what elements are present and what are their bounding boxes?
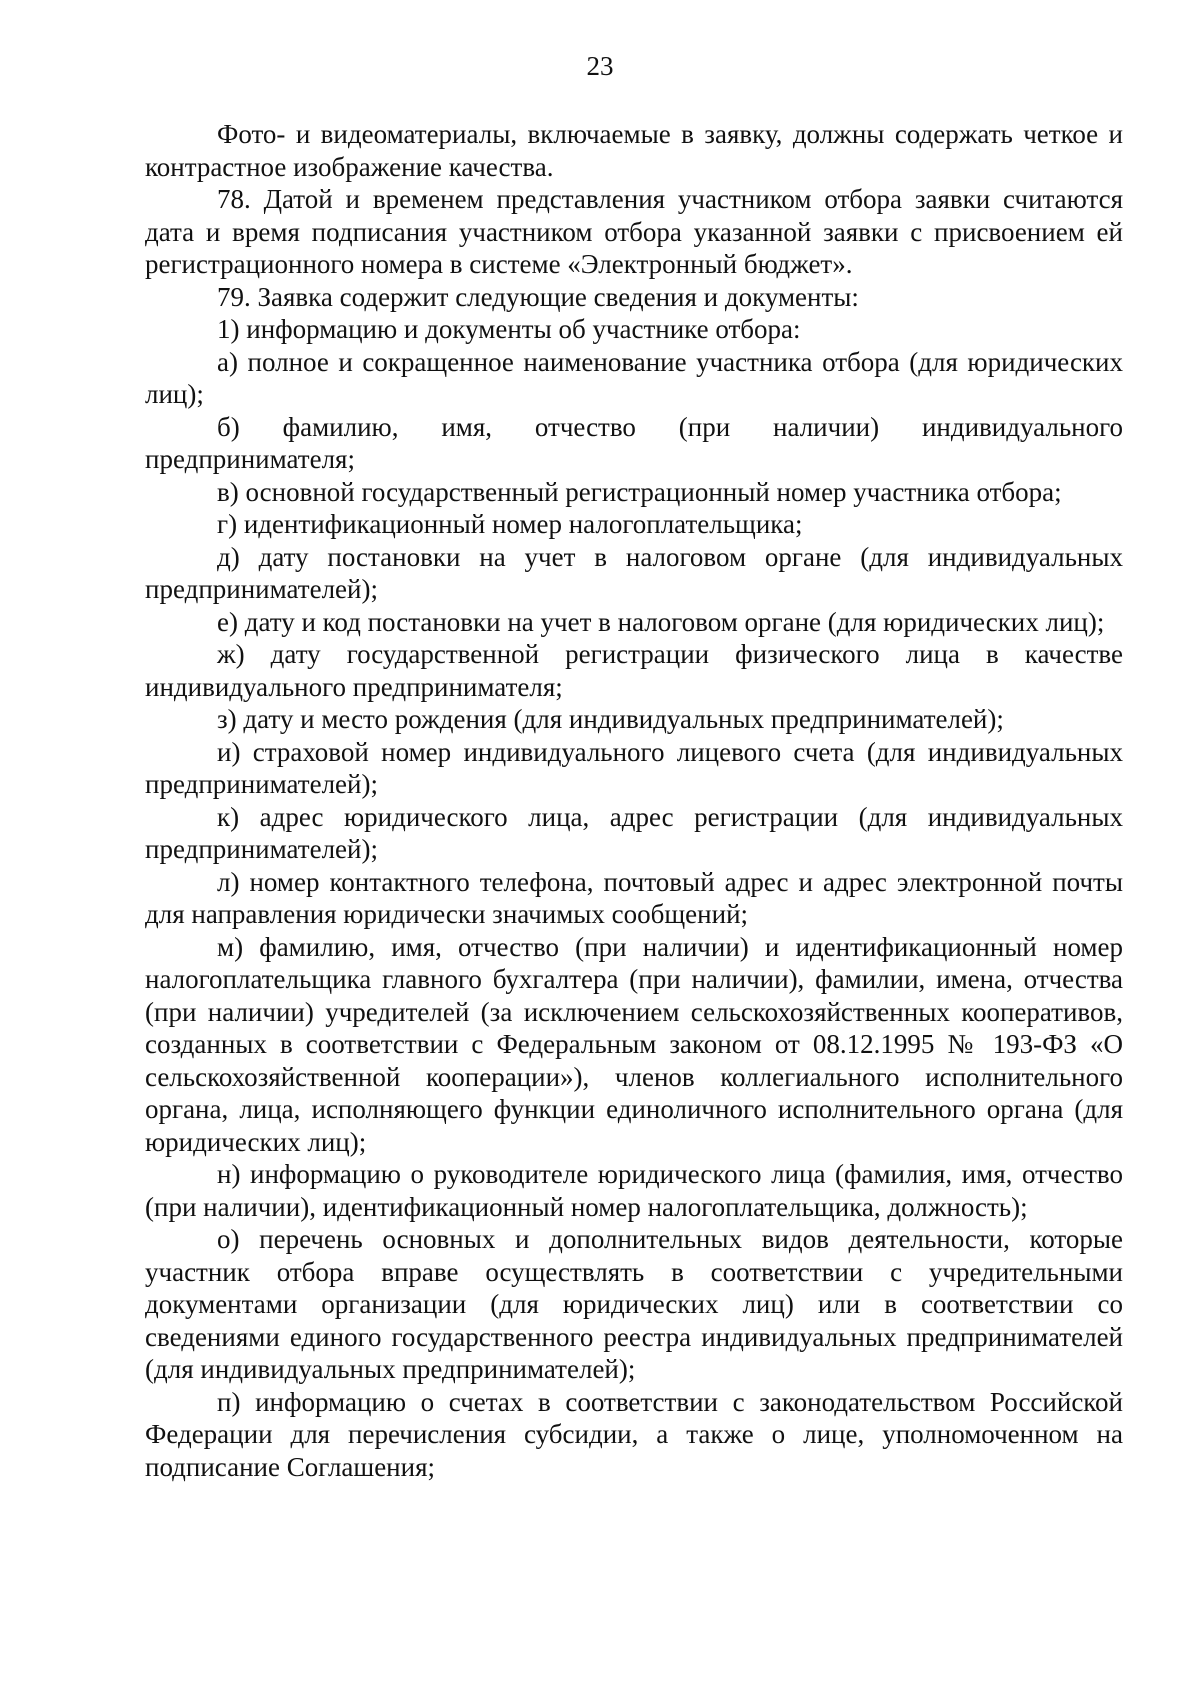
- list-item-a: а) полное и сокращенное наименование участника отбора (для юридических лиц);: [145, 346, 1123, 409]
- paragraph-photo-video: Фото- и видеоматериалы, включаемые в заявку, должны содержать четкое и контрастное изображение качества.: [145, 119, 1123, 182]
- list-item-v: в) основной государственный регистрационный номер участника отбора;: [217, 476, 1062, 507]
- list-item-n: н) информацию о руководителе юридического лица (фамилия, имя, отчество (при наличии), идентификационный номер налогоплательщика, должность);: [145, 1159, 1123, 1222]
- list-item-1: 1) информацию и документы об участнике отбора:: [217, 314, 801, 344]
- list-item-g: г) идентификационный номер налогоплательщика;: [217, 509, 803, 539]
- list-item-i: и) страховой номер индивидуального лицевого счета (для индивидуальных предпринимателей);: [145, 736, 1123, 799]
- paragraph-79: 79. Заявка содержит следующие сведения и документы:: [217, 281, 859, 312]
- paragraph-78: 78. Датой и временем представления участником отбора заявки считаются дата и время подписания участником отбора указанной заявки с присвоением ей регистрационного номера в системе «Электронный бюджет».: [145, 184, 1123, 279]
- list-item-o: о) перечень основных и дополнительных видов деятельности, которые участник отбора вправе осуществлять в соответствии с учредительными документами организации (для юридических лиц) или в соответствии со сведениями единого государственного реестра индивидуальных предпринимателей (для индивидуальных предпринимателей);: [145, 1224, 1123, 1384]
- list-item-b: б) фамилию, имя, отчество (при наличии) индивидуального предпринимателя;: [145, 411, 1123, 474]
- list-item-z: з) дату и место рождения (для индивидуальных предпринимателей);: [217, 704, 1004, 734]
- list-item-d: д) дату постановки на учет в налоговом органе (для индивидуальных предпринимателей);: [145, 541, 1123, 604]
- list-item-k: к) адрес юридического лица, адрес регистрации (для индивидуальных предпринимателей);: [145, 801, 1123, 864]
- page-number: 23: [586, 51, 614, 81]
- list-item-l: л) номер контактного телефона, почтовый адрес и адрес электронной почты для направления юридически значимых сообщений;: [145, 866, 1123, 929]
- list-item-p: п) информацию о счетах в соответствии с законодательством Российской Федерации для перечисления субсидии, а также о лице, уполномоченном на подписание Соглашения;: [145, 1386, 1123, 1482]
- list-item-m: м) фамилию, имя, отчество (при наличии) и идентификационный номер налогоплательщика главного бухгалтера (при наличии), фамилии, имена, отчества (при наличии) учредителей (за исключением сельскохозяйственных кооперативов, созданных в соответствии с Федеральным законом от 08.12.1995 № 193-ФЗ «О сельскохозяйственной кооперации»), членов коллегиального исполнительного органа, лица, исполняющего функции единоличного исполнительного органа (для юридических лиц);: [145, 931, 1123, 1157]
- list-item-zh: ж) дату государственной регистрации физического лица в качестве индивидуального предпринимателя;: [145, 639, 1123, 702]
- document-body: [145, 118, 1123, 1483]
- list-item-e: е) дату и код постановки на учет в налоговом органе (для юридических лиц);: [217, 606, 1105, 637]
